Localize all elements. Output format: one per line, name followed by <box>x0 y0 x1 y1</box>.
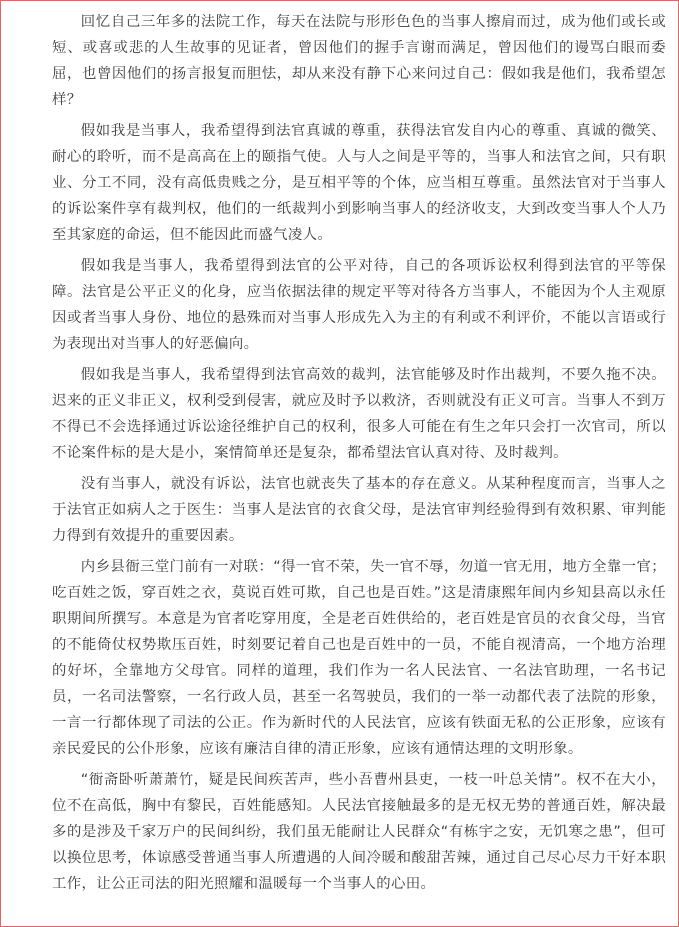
paragraph-respect: 假如我是当事人，我希望得到法官真诚的尊重，获得法官发自内心的尊重、真诚的微笑、耐心的聆听，而不是高高在上的颐指气使。人与人之间是平等的，当事人和法官之间，只有职业、分工不同，没有高低贵贱之分，是互相平等的个体，应当相互尊重。虽然法官对于当事人的诉讼案件享有裁判权，他们的一纸裁判小到影响当事人的经济收支，大到改变当事人个人乃至其家庭的命运，但不能因此而盛气凌人。 <box>52 123 666 243</box>
paragraph-intro: 回忆自己三年多的法院工作，每天在法院与形形色色的当事人擦肩而过，成为他们或长或短、或喜或悲的人生故事的见证者，曾因他们的握手言谢而满足，曾因他们的谩骂白眼而委屈，也曾因他们的扬言报复而胆怯，却从来没有静下心来问过自己：假如我是他们，我希望怎样？ <box>52 14 666 108</box>
paragraph-significance: 没有当事人，就没有诉讼，法官也就丧失了基本的存在意义。从某种程度而言，当事人之于法官正如病人之于医生：当事人是法官的衣食父母，是法官审判经验得到有效积累、审判能力得到有效提升的重要因素。 <box>52 476 666 544</box>
paragraph-couplet: 内乡县衙三堂门前有一对联：“得一官不荣，失一官不辱，勿道一官无用，地方全靠一官；吃百姓之饭，穿百姓之衣，莫说百姓可欺，自己也是百姓。”这是清康熙年间内乡知县高以永任职期间所撰写。本意是为官者吃穿用度，全是老百姓供给的，老百姓是官员的衣食父母，当官的不能倚仗权势欺压百姓，时刻要记着自己也是百姓中的一员，不能自视清高，一个地方治理的好坏，全靠地方父母官。同样的道理，我们作为一名人民法官、一名法官助理，一名书记员，一名司法警察，一名行政人员，甚至一名驾驶员，我们的一举一动都代表了法院的形象，一言一行都体现了司法的公正。作为新时代的人民法官，应该有铁面无私的公正形象，应该有亲民爱民的公仆形象，应该有廉洁自律的清正形象，应该有通情达理的文明形象。 <box>52 559 666 757</box>
article-body <box>52 9 666 902</box>
paragraph-efficiency: 假如我是当事人，我希望得到法官高效的裁判，法官能够及时作出裁判，不要久拖不决。迟来的正义非正义，权利受到侵害，就应及时予以救济，否则就没有正义可言。当事人不到万不得已不会选择通过诉讼途径维护自己的权利，很多人可能在有生之年只会打一次官司，所以不论案件标的是大是小，案情简单还是复杂，都希望法官认真对待、及时裁判。 <box>52 367 666 461</box>
paragraph-conclusion: “衙斋卧听萧萧竹，疑是民间疾苦声，些小吾曹州县吏，一枝一叶总关情”。权不在大小，位不在高低，胸中有黎民，百姓能感知。人民法官接触最多的是无权无势的普通百姓，解决最多的是涉及千家万户的民间纠纷，我们虽无能耐让人民群众“有栋宇之安，无饥寒之患”，但可以换位思考，体谅感受普通当事人所遭遇的人间冷暖和酸甜苦辣，通过自己尽心尽力干好本职工作，让公正司法的阳光照耀和温暖每一个当事人的心田。 <box>52 772 666 892</box>
paragraph-fairness: 假如我是当事人，我希望得到法官的公平对待，自己的各项诉讼权利得到法官的平等保障。法官是公平正义的化身，应当依据法律的规定平等对待各方当事人，不能因为个人主观原因或者当事人身份、地位的悬殊而对当事人形成先入为主的有利或不利评价，不能以言语或行为表现出对当事人的好恶偏向。 <box>52 258 666 352</box>
